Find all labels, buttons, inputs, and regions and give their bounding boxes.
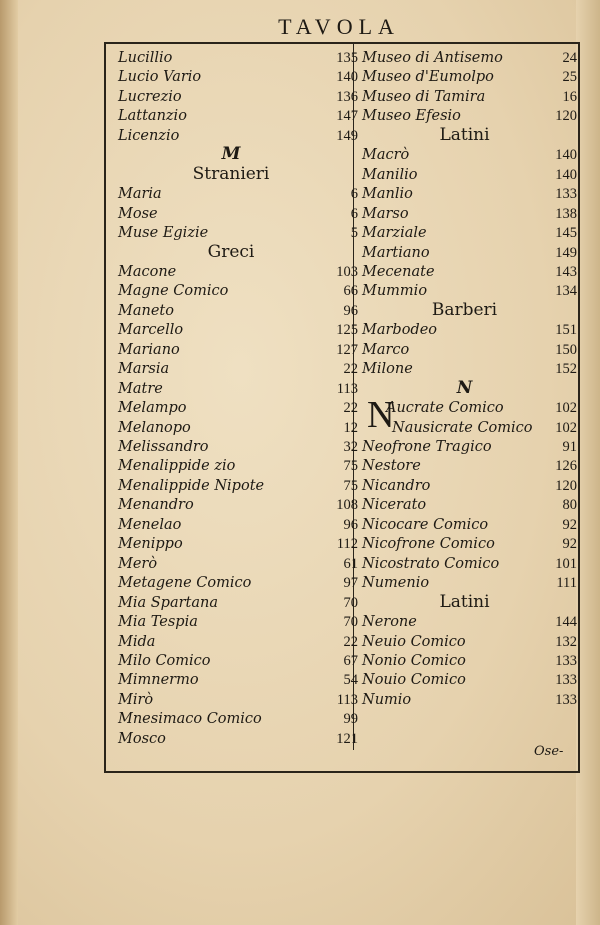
index-entry bbox=[118, 476, 358, 496]
entry-name: Mimnermo bbox=[118, 672, 199, 689]
section-heading: Barberi bbox=[431, 299, 498, 320]
page-gutter-shadow bbox=[0, 0, 18, 925]
index-entry bbox=[362, 359, 577, 379]
entry-page-number: 151 bbox=[555, 322, 577, 339]
section-letter: M bbox=[221, 144, 241, 165]
entry-page-number: 54 bbox=[343, 672, 358, 689]
entry-page-number: 140 bbox=[555, 166, 577, 183]
entry-name: Numenio bbox=[362, 575, 430, 592]
entry-name: Mirò bbox=[118, 691, 154, 708]
entry-page-number: 108 bbox=[336, 497, 358, 514]
catchword: Ose- bbox=[534, 744, 564, 759]
entry-name: Nicocare Comico bbox=[362, 516, 489, 533]
entry-name: Mose bbox=[118, 205, 158, 222]
index-entry bbox=[118, 495, 358, 515]
index-entry bbox=[362, 456, 577, 476]
entry-page-number: 113 bbox=[336, 691, 358, 708]
entry-name: Marsia bbox=[118, 361, 170, 378]
index-entry bbox=[118, 379, 358, 399]
index-entry bbox=[362, 243, 577, 263]
entry-name: Nouio Comico bbox=[362, 672, 466, 689]
index-entry bbox=[118, 340, 358, 360]
index-entry bbox=[118, 515, 358, 535]
index-entry bbox=[362, 554, 577, 574]
entry-page-number: 92 bbox=[562, 536, 577, 553]
entry-page-number: 120 bbox=[555, 108, 577, 125]
index-entry bbox=[362, 145, 577, 165]
section-heading: Greci bbox=[207, 241, 255, 262]
entry-page-number: 112 bbox=[336, 536, 358, 553]
index-entry bbox=[118, 593, 358, 613]
entry-name: Mummio bbox=[362, 283, 428, 300]
index-entry bbox=[118, 729, 358, 749]
index-entry bbox=[362, 476, 577, 496]
entry-page-number: 126 bbox=[555, 458, 577, 475]
entry-page-number: 140 bbox=[336, 69, 358, 86]
index-entry bbox=[362, 515, 577, 535]
entry-page-number: 6 bbox=[350, 186, 358, 203]
index-entry bbox=[118, 670, 358, 690]
entry-name: Mia Spartana bbox=[118, 594, 218, 611]
entry-name: Nicofrone Comico bbox=[362, 536, 495, 553]
entry-name: Macrò bbox=[362, 147, 410, 164]
entry-name: Mnesimaco Comico bbox=[118, 711, 262, 728]
entry-page-number: 134 bbox=[555, 283, 577, 300]
entry-page-number: 24 bbox=[562, 50, 577, 66]
entry-name: Museo d'Eumolpo bbox=[362, 69, 494, 86]
entry-page-number: 80 bbox=[562, 497, 577, 514]
entry-page-number: 6 bbox=[350, 205, 358, 222]
entry-page-number: 138 bbox=[555, 205, 577, 222]
entry-name: Muse Egizie bbox=[118, 225, 209, 242]
index-entry bbox=[118, 398, 358, 418]
right-rule bbox=[578, 42, 580, 772]
entry-name: Metagene Comico bbox=[118, 575, 252, 592]
entry-name: Museo Efesio bbox=[362, 108, 461, 125]
entry-name: Menelao bbox=[118, 516, 182, 533]
entry-page-number: 22 bbox=[343, 400, 358, 417]
section-heading: Stranieri bbox=[192, 163, 270, 184]
index-entry bbox=[362, 262, 577, 282]
entry-name: Mariano bbox=[118, 341, 180, 358]
entry-name: Lucio Vario bbox=[118, 69, 202, 86]
entry-page-number: 145 bbox=[555, 225, 577, 242]
entry-name: Nestore bbox=[362, 458, 421, 475]
index-entry bbox=[362, 632, 577, 652]
entry-page-number: 147 bbox=[336, 108, 358, 125]
entry-page-number: 22 bbox=[343, 633, 358, 650]
entry-page-number: 70 bbox=[343, 594, 358, 611]
entry-page-number: 125 bbox=[336, 322, 358, 339]
index-entry bbox=[118, 223, 358, 243]
entry-page-number: 75 bbox=[343, 477, 358, 494]
entry-name: Nausicrate Comico bbox=[392, 419, 533, 436]
index-entry bbox=[118, 301, 358, 321]
index-entry bbox=[362, 165, 577, 185]
index-entry bbox=[118, 651, 358, 671]
entry-page-number: 113 bbox=[336, 380, 358, 397]
entry-page-number: 75 bbox=[343, 458, 358, 475]
entry-page-number: 144 bbox=[555, 614, 577, 631]
entry-name: Mida bbox=[118, 633, 156, 650]
page-header: TAVOLA bbox=[278, 14, 400, 39]
entry-page-number: 120 bbox=[555, 477, 577, 494]
index-entry bbox=[118, 534, 358, 554]
section-letter: N bbox=[456, 377, 473, 398]
entry-name: Numio bbox=[362, 691, 412, 708]
entry-name: Marso bbox=[362, 205, 409, 222]
index-entry bbox=[362, 204, 577, 224]
entry-page-number: 67 bbox=[343, 652, 358, 669]
index-entry bbox=[118, 437, 358, 457]
entry-page-number: 96 bbox=[343, 516, 358, 533]
bottom-rule bbox=[104, 771, 580, 773]
drop-cap-initial: N bbox=[367, 394, 395, 436]
index-entry bbox=[118, 632, 358, 652]
entry-name: Neofrone Tragico bbox=[362, 439, 492, 455]
entry-name: Melanopo bbox=[118, 419, 191, 436]
entry-page-number: 133 bbox=[555, 186, 577, 203]
entry-page-number: 149 bbox=[555, 244, 577, 261]
entry-name: Martiano bbox=[362, 244, 430, 261]
index-entry bbox=[362, 106, 577, 126]
entry-name: Lucrezio bbox=[118, 88, 182, 105]
entry-name: Marco bbox=[362, 341, 410, 358]
entry-page-number: 101 bbox=[555, 555, 577, 572]
index-entry bbox=[118, 281, 358, 301]
entry-page-number: 133 bbox=[555, 691, 577, 708]
entry-name: Menalippide Nipote bbox=[118, 477, 265, 494]
index-entry bbox=[362, 320, 577, 340]
index-entry bbox=[118, 126, 358, 146]
entry-page-number: 5 bbox=[350, 225, 358, 242]
index-entry bbox=[118, 573, 358, 593]
index-entry bbox=[118, 709, 358, 729]
entry-name: Matre bbox=[118, 380, 163, 397]
entry-name: Nicandro bbox=[362, 477, 431, 494]
entry-page-number: 97 bbox=[343, 575, 358, 592]
entry-page-number: 136 bbox=[336, 88, 358, 105]
index-entry bbox=[118, 67, 358, 87]
entry-page-number: 133 bbox=[555, 672, 577, 689]
entry-page-number: 150 bbox=[555, 341, 577, 358]
entry-name: Milo Comico bbox=[118, 652, 211, 669]
index-entry bbox=[362, 87, 577, 107]
index-entry bbox=[118, 612, 358, 632]
entry-name: Lattanzio bbox=[118, 108, 187, 125]
entry-name: Museo di Tamira bbox=[362, 88, 486, 105]
entry-page-number: 127 bbox=[336, 341, 358, 358]
entry-name: Melissandro bbox=[118, 439, 209, 455]
entry-name: Lucillio bbox=[118, 50, 173, 66]
index-entry bbox=[362, 48, 577, 68]
index-entry bbox=[118, 554, 358, 574]
entry-name: Merò bbox=[118, 555, 158, 572]
entry-name: Marziale bbox=[362, 225, 427, 242]
entry-page-number: 132 bbox=[555, 633, 577, 650]
entry-name: Manlio bbox=[362, 186, 413, 203]
index-entry bbox=[118, 204, 358, 224]
entry-page-number: 70 bbox=[343, 614, 358, 631]
index-entry bbox=[118, 48, 358, 68]
entry-name: Marcello bbox=[118, 322, 184, 339]
entry-name: Licenzio bbox=[118, 127, 180, 144]
index-entry bbox=[118, 184, 358, 204]
entry-page-number: 32 bbox=[343, 439, 358, 455]
index-entry bbox=[362, 612, 577, 632]
index-entry bbox=[362, 340, 577, 360]
entry-page-number: 91 bbox=[562, 439, 577, 455]
entry-name: Neuio Comico bbox=[362, 633, 466, 650]
index-entry bbox=[362, 281, 577, 301]
entry-page-number: 66 bbox=[343, 283, 358, 300]
section-heading: Latini bbox=[439, 591, 490, 612]
index-entry bbox=[362, 495, 577, 515]
entry-name: Milone bbox=[362, 361, 413, 378]
index-entry bbox=[362, 670, 577, 690]
left-rule bbox=[104, 42, 106, 772]
entry-page-number: 143 bbox=[555, 263, 577, 280]
section-heading: Latini bbox=[439, 124, 490, 145]
entry-name: Marbodeo bbox=[362, 322, 438, 339]
entry-page-number: 102 bbox=[555, 419, 577, 436]
entry-name: Nicostrato Comico bbox=[362, 555, 500, 572]
top-rule bbox=[104, 42, 580, 44]
index-entry bbox=[118, 418, 358, 438]
entry-page-number: 111 bbox=[556, 575, 577, 592]
index-entry bbox=[118, 320, 358, 340]
entry-page-number: 133 bbox=[555, 652, 577, 669]
index-entry bbox=[118, 106, 358, 126]
entry-page-number: 135 bbox=[336, 50, 358, 66]
index-entry bbox=[362, 223, 577, 243]
entry-page-number: 92 bbox=[562, 516, 577, 533]
entry-page-number: 22 bbox=[343, 361, 358, 378]
entry-name: Mecenate bbox=[362, 263, 435, 280]
entry-name: Nicerato bbox=[362, 497, 427, 514]
entry-name: Melampo bbox=[118, 400, 187, 417]
index-entry bbox=[118, 690, 358, 710]
entry-page-number: 16 bbox=[562, 88, 577, 105]
entry-name: Maria bbox=[118, 186, 162, 203]
entry-page-number: 99 bbox=[343, 711, 358, 728]
index-entry bbox=[362, 573, 577, 593]
entry-name: Museo di Antisemo bbox=[362, 50, 503, 66]
entry-page-number: 96 bbox=[343, 302, 358, 319]
entry-name: Maneto bbox=[118, 302, 174, 319]
entry-page-number: 12 bbox=[343, 419, 358, 436]
entry-name: Menalippide zio bbox=[118, 458, 236, 475]
index-entry bbox=[362, 690, 577, 710]
entry-page-number: 152 bbox=[555, 361, 577, 378]
entry-name: Macone bbox=[118, 263, 177, 280]
index-entry bbox=[118, 262, 358, 282]
entry-name: Nerone bbox=[362, 614, 417, 631]
entry-page-number: 149 bbox=[336, 127, 358, 144]
index-entry bbox=[362, 184, 577, 204]
entry-name: Magne Comico bbox=[118, 283, 229, 300]
index-entry bbox=[362, 534, 577, 554]
entry-name: Nonio Comico bbox=[362, 652, 466, 669]
entry-name: Mia Tespia bbox=[118, 614, 198, 631]
index-entry bbox=[362, 67, 577, 87]
entry-name: Aucrate Comico bbox=[386, 400, 504, 417]
index-entry bbox=[118, 87, 358, 107]
entry-name: Menandro bbox=[118, 497, 194, 514]
entry-name: Menippo bbox=[118, 536, 183, 553]
entry-page-number: 140 bbox=[555, 147, 577, 164]
entry-page-number: 61 bbox=[343, 555, 358, 572]
entry-name: Mosco bbox=[118, 730, 166, 747]
index-entry bbox=[118, 456, 358, 476]
index-entry bbox=[362, 651, 577, 671]
entry-page-number: 102 bbox=[555, 400, 577, 417]
index-entry bbox=[118, 359, 358, 379]
entry-page-number: 121 bbox=[336, 730, 358, 747]
entry-name: Manilio bbox=[362, 166, 418, 183]
index-entry bbox=[362, 437, 577, 457]
entry-page-number: 25 bbox=[562, 69, 577, 86]
entry-page-number: 103 bbox=[336, 263, 358, 280]
